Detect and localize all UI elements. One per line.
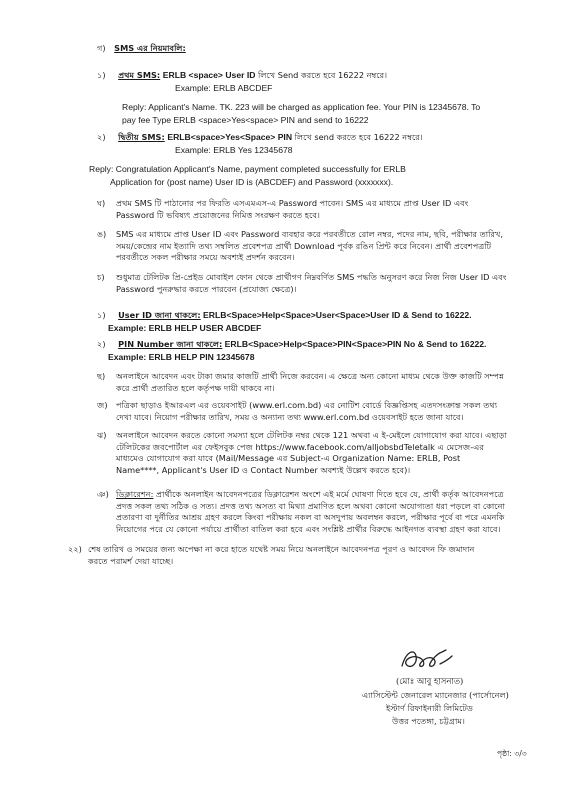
recover1-label: User ID জানা থাকলে: xyxy=(118,310,201,320)
declaration-line-1: প্রার্থীকে অনলাইন আবেদনপত্রের ডিক্লারেশন অংশে এই মর্মে ঘোষণা দিতে হবে যে, প্রার্থী কর্তৃক আবেদনপত্রে xyxy=(153,489,504,499)
item-gha-line: Password টি ভবিষ্যৎ প্রয়োজনের নিমিত্ত সংরক্ষণ করতে হবে। xyxy=(116,209,320,220)
step2-example: Example: ERLB Yes 12345678 xyxy=(175,145,293,155)
step1-example: Example: ERLB ABCDEF xyxy=(175,83,273,93)
step2-instruction: লিখে send করতে হবে 16222 নম্বরে। xyxy=(292,132,423,142)
item-umo-text xyxy=(116,229,520,264)
item-cha-line: Password পুনরুদ্ধার করতে পারবেন (প্রযোজ্য ক্ষেত্রে)। xyxy=(116,283,297,294)
item-22-line: করতে পরামর্শ দেয়া যাচ্ছে। xyxy=(88,555,174,566)
item-22-text xyxy=(88,544,520,567)
item-nya-text xyxy=(116,489,520,536)
sms-title: SMS এর নিয়মাবলি: xyxy=(114,43,186,53)
sms-rules-heading xyxy=(97,43,186,55)
item-jha-line: মাধ্যমেও যোগাযোগ করা যাবে (Mail/Message এর Subject-এ Organization Name: ERLB, Post xyxy=(116,453,461,464)
page-number: পৃষ্ঠা: ৩/৩ xyxy=(497,749,527,758)
item-nya-line: প্রদত্ত সকল তথ্য সঠিক ও সত্য। প্রদত্ত তথ্য অসত্য বা মিথ্যা প্রমাণিত হলে অথবা কোনো অযোগ্যতা ধরা পড়লে বা কোনো xyxy=(116,500,505,511)
item-chha-marker: ছ) xyxy=(97,371,106,381)
recover2-number: ২) xyxy=(97,339,106,349)
item-ja-line: পত্রিকা ছাড়াও ইআরএল এর ওয়েবসাইট (www.erl.com.bd) এর নোটিশ বোর্ডে বিজ্ঞপ্তিসহ এতদসংক্রান্ত সকল তথ্য xyxy=(116,400,498,410)
recover2-command: ERLB<Space>Help<Space>PIN<Space>PIN No & Send to 16222. xyxy=(222,339,487,349)
step2-command: ERLB<space>Yes<Space> PIN xyxy=(167,132,293,142)
item-jha-line: অনলাইনে আবেদন করতে কোনো সমস্যা হলে টেলিটক নম্বর থেকে 121 অথবা এ ই-মেইলে যোগাযোগ করা যাবে। এছাড়া xyxy=(116,430,507,440)
item-nya-marker: ঞ) xyxy=(97,489,109,499)
step1-label: প্রথম SMS: xyxy=(118,70,161,80)
item-gha-line: প্রথম SMS টি পাঠানোর পর ফিরতি এসএমএস-এ Password পাবেন। SMS এর মাধ্যমে প্রাপ্ত User ID এবং xyxy=(116,198,469,208)
item-chha-line: করে প্রার্থী প্রতারিত হলে কর্তৃপক্ষ দায়ী থাকবে না। xyxy=(116,382,275,393)
recover1-command: ERLB<Space>Help<Space>User<Space>User ID & Send to 16222. xyxy=(200,310,472,320)
item-gha-text xyxy=(116,198,520,221)
step1-number: ১) xyxy=(97,70,106,80)
signatory-organization: ইস্টার্ণ রিফাইনারী লিমিটেড xyxy=(386,703,473,713)
item-22-line: শেষ তারিখ ও সময়ের জন্য অপেক্ষা না করে হাতে যথেষ্ট সময় নিয়ে অনলাইনে আবেদনপত্র পূরণ ও আবেদন ফি জমাদান xyxy=(88,544,475,554)
step2-number: ২) xyxy=(97,132,106,142)
item-22-marker: ২২) xyxy=(68,544,82,554)
item-ja-line: দেখা যাবে। নিয়োগ পরীক্ষার তারিখ, সময় ও অন্যান্য তথ্য www.erl.com.bd ওয়েবসাইট হতে জানা যাবে। xyxy=(116,411,464,422)
sms-marker: গ) xyxy=(97,43,106,53)
item-chha-line: অনলাইনে আবেদন এবং টাকা জমার কাজটি প্রার্থী নিজে করবেন। এ ক্ষেত্রে অন্য কোনো মাধ্যম থেকে উক্ত কাজটি সম্পন্ন xyxy=(116,371,504,381)
signatory-title: এ্যাসিস্টেন্ট জেনারেল ম্যানেজার (পার্সোনেল) xyxy=(362,690,509,700)
sms-step-2 xyxy=(97,131,423,144)
item-nya-line: প্রতারণা বা দুর্নীতির আশ্রয় গ্রহণ করলে কিংবা পরীক্ষায় নকল বা অসদুপায় অবলম্বন করলে, পরীক্ষার পূর্বে বা পরে এমনকি xyxy=(116,512,505,523)
step2-label: দ্বিতীয় SMS: xyxy=(118,132,165,142)
item-chha-text xyxy=(116,371,520,394)
signatory-name: (মোঃ আবু হাসনাত) xyxy=(396,676,464,686)
recover1-example: Example: ERLB HELP USER ABCDEF xyxy=(108,323,262,333)
recover1-number: ১) xyxy=(97,310,106,320)
item-nya-line: নিয়োগের পরে যে কোনো পর্যায়ে প্রার্থীতা বাতিল করা হবে এবং সংশ্লিষ্ট প্রার্থীর বিরুদ্ধে আইনগত ব্যবস্থা গ্রহণ করা যাবে। xyxy=(116,523,501,534)
step1-reply-line-2: pay fee Type ERLB <space>Yes<space> PIN and send to 16222 xyxy=(122,115,369,125)
signature-scribble xyxy=(396,642,456,676)
sms-step-1 xyxy=(97,69,387,82)
step1-command: ERLB <space> User ID xyxy=(162,70,256,80)
item-gha-marker: ঘ) xyxy=(97,198,106,208)
item-ja-text xyxy=(116,400,520,423)
item-umo-line: সময়/কেন্দ্রের নাম ইত্যাদি তথ্য সম্বলিত প্রবেশপত্র প্রার্থী Download পূর্বক রঙিন প্রিন্ট করে নিবেন। প্রার্থী প্রবেশপত্রটি xyxy=(116,240,492,251)
item-umo-line: পরবর্তীতে সকল পরীক্ষার সময়ে অবশ্যই প্রদর্শন করবেন। xyxy=(116,252,295,263)
item-jha-marker: ঝ) xyxy=(97,430,107,440)
step2-reply-line-2: Application for (post name) User ID is (ABCDEF) and Password (xxxxxxx). xyxy=(110,177,394,187)
item-jha-text xyxy=(116,430,520,477)
recover-user-id xyxy=(97,309,472,322)
step2-reply-line-1: Reply: Congratulation Applicant's Name, payment completed successfully for ERLB xyxy=(89,164,406,174)
item-cha-line: শুধুমাত্র টেলিটক প্রি-প্রেইড মোবাইল ফোন থেকে প্রার্থীগণ নিম্নবর্ণিত SMS পদ্ধতি অনুসরণ করে নিজ নিজ User ID এবং xyxy=(116,272,507,282)
item-umo-line: SMS এর মাধ্যমে প্রাপ্ত User ID এবং Password ব্যবহার করে পরবর্তীতে রোল নম্বর, পদের নাম, ছবি, পরীক্ষার তারিখ, xyxy=(116,229,503,239)
recover2-example: Example: ERLB HELP PIN 12345678 xyxy=(108,352,255,362)
item-cha-text xyxy=(116,272,520,295)
item-jha-line: Name****, Applicant's User ID ও Contact Number অবশ্যই উল্লেখ করতে হবে)। xyxy=(116,464,411,475)
item-jha-line: টেলিটকের জবপোর্টাল এর ফেইসবুক পেজ https://www.facebook.com/alljobsbdTeletalk এ মেসেজ-এর xyxy=(116,441,484,452)
step1-instruction: লিখে Send করতে হবে 16222 নম্বরে। xyxy=(255,70,388,80)
declaration-label: ডিক্লারেশন: xyxy=(116,489,154,499)
item-umo-marker: ঙ) xyxy=(97,229,107,239)
signatory-address: উত্তর পতেঙ্গা, চট্টগ্রাম। xyxy=(392,716,465,726)
item-cha-marker: চ) xyxy=(97,272,105,282)
recover-pin xyxy=(97,338,486,351)
item-ja-marker: জ) xyxy=(97,400,108,410)
recover2-label: PIN Number জানা থাকলে: xyxy=(118,339,223,349)
step1-reply-line-1: Reply: Applicant's Name. TK. 223 will be charged as application fee. Your PIN is 12345678. To xyxy=(122,102,481,112)
item-nya-line xyxy=(116,489,520,501)
